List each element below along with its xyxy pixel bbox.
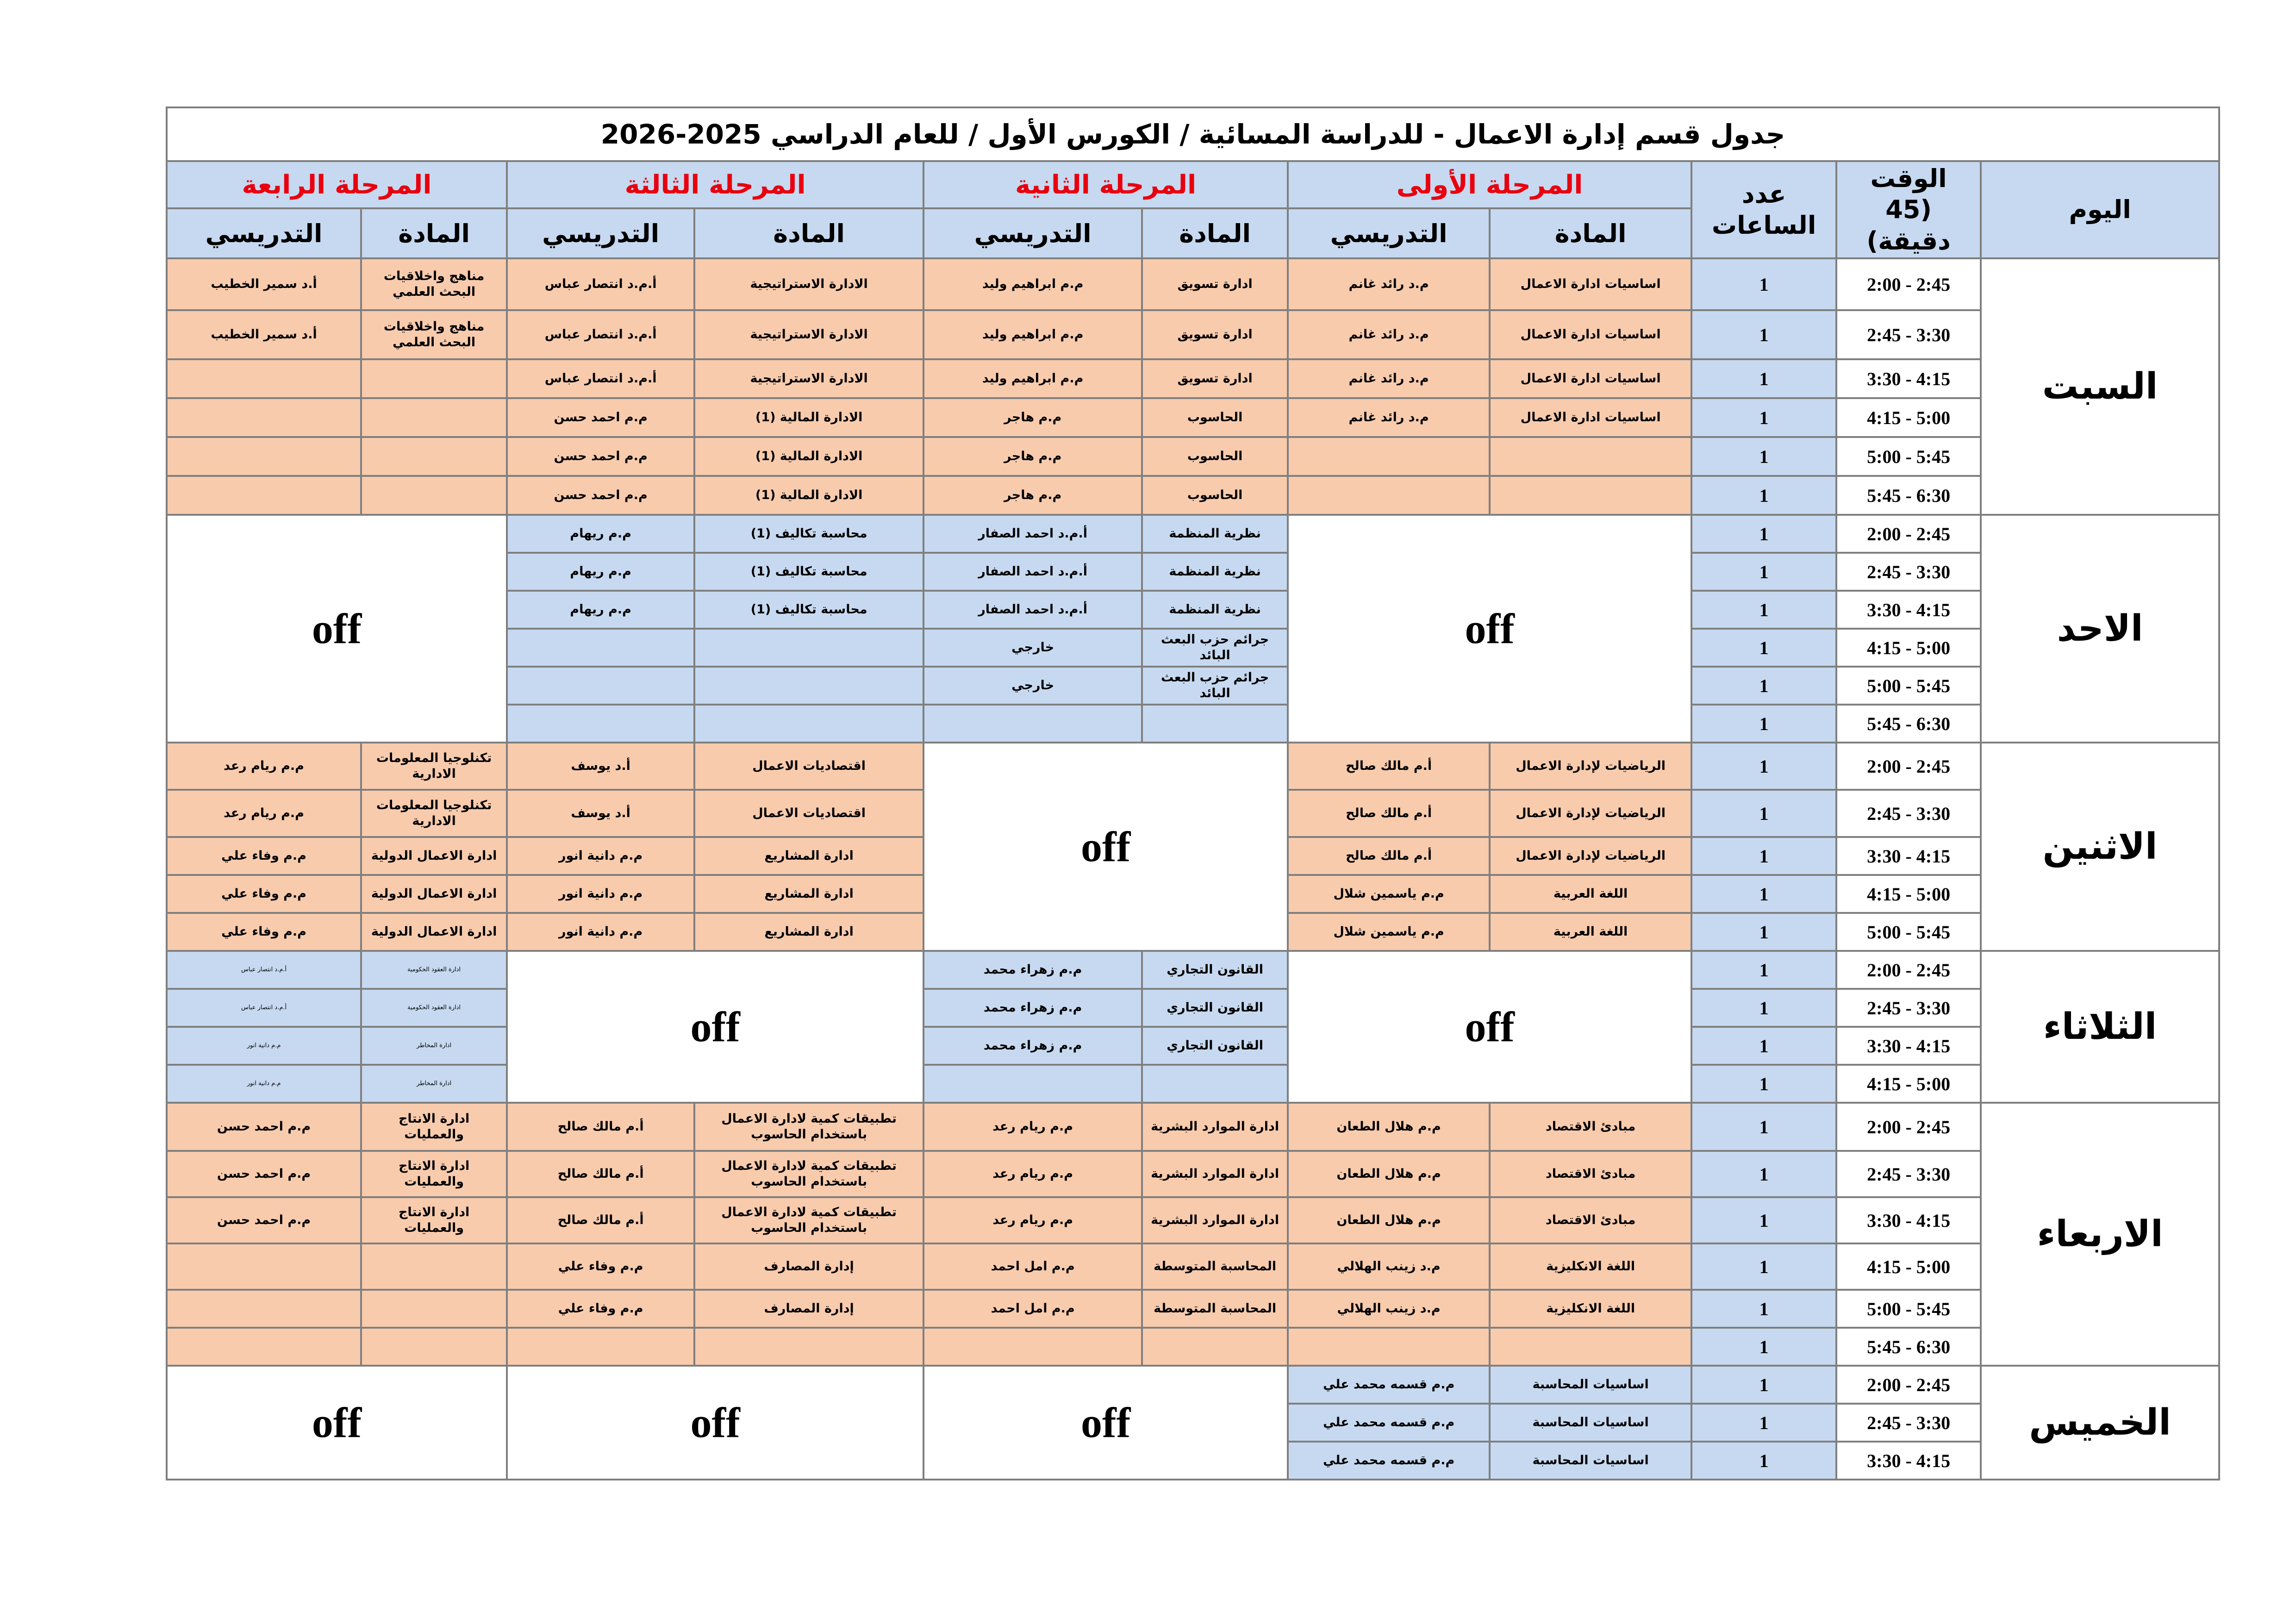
subject-cell: اللغة العربية [1490, 913, 1691, 951]
hours-count: 1 [1691, 258, 1836, 310]
subject-cell: ادارة تسويق [1142, 310, 1288, 359]
table-row [167, 1328, 2219, 1366]
teacher-cell: م.م وفاء علي [167, 875, 361, 913]
teacher-cell: م.م امل احمد [923, 1243, 1142, 1290]
teacher-cell [923, 705, 1142, 743]
time-slot: 5:45 - 6:30 [1836, 705, 1981, 743]
hours-count: 1 [1691, 1243, 1836, 1290]
header-subject: المادة [361, 208, 507, 258]
header-stage-4: المرحلة الرابعة [167, 161, 507, 208]
table-row [167, 476, 2219, 515]
teacher-cell: م.م وفاء علي [167, 837, 361, 875]
teacher-cell: أ.م.د انتصار عباس [507, 310, 694, 359]
subject-cell: تطبيقات كمية لادارة الاعمال باستخدام الحاسوب [694, 1103, 923, 1151]
teacher-cell: أ.م مالك صالح [1288, 743, 1490, 790]
subject-cell: ادارة العقود الحكومية [361, 989, 507, 1027]
teacher-cell: م.م ياسمين شلال [1288, 875, 1490, 913]
subject-cell: ادارة الانتاج والعمليات [361, 1151, 507, 1197]
teacher-cell: م.م دانية انور [507, 837, 694, 875]
subject-cell [361, 476, 507, 515]
teacher-cell: م.م امل احمد [923, 1290, 1142, 1328]
subject-cell [1490, 437, 1691, 476]
subject-cell: ادارة الانتاج والعمليات [361, 1197, 507, 1243]
time-slot: 5:00 - 5:45 [1836, 913, 1981, 951]
teacher-cell: م.م ابراهيم وليد [923, 258, 1142, 310]
header-stage-2: المرحلة الثانية [923, 161, 1288, 208]
hours-count: 1 [1691, 1442, 1836, 1480]
subject-cell: محاسبة تكاليف (1) [694, 591, 923, 629]
subject-cell: تكنلوجيا المعلومات الادارية [361, 743, 507, 790]
subject-cell: نظرية المنظمة [1142, 553, 1288, 591]
table-row [167, 1197, 2219, 1243]
teacher-cell: م.م احمد حسن [507, 476, 694, 515]
teacher-cell: خارجي [923, 629, 1142, 667]
teacher-cell [1288, 476, 1490, 515]
teacher-cell: م.م زهراء محمد [923, 989, 1142, 1027]
subject-cell: إدارة المصارف [694, 1243, 923, 1290]
time-slot: 2:45 - 3:30 [1836, 1404, 1981, 1442]
header-subject: المادة [1142, 208, 1288, 258]
hours-count: 1 [1691, 1103, 1836, 1151]
hours-count: 1 [1691, 591, 1836, 629]
table-row [167, 398, 2219, 437]
subject-cell: ادارة تسويق [1142, 359, 1288, 398]
subject-cell: ادارة الاعمال الدولية [361, 875, 507, 913]
subject-cell: الرياضيات لإدارة الاعمال [1490, 790, 1691, 837]
subject-cell: الادارة المالية (1) [694, 398, 923, 437]
hours-count: 1 [1691, 790, 1836, 837]
time-slot: 3:30 - 4:15 [1836, 591, 1981, 629]
header-hours [1691, 161, 1836, 258]
subject-cell: الادارة الاستراتيجية [694, 310, 923, 359]
day-label: الاربعاء [1981, 1103, 2219, 1366]
day-label: الثلاثاء [1981, 951, 2219, 1103]
subject-cell: ادارة تسويق [1142, 258, 1288, 310]
subject-cell: مبادئ الاقتصاد [1490, 1197, 1691, 1243]
time-slot: 2:00 - 2:45 [1836, 743, 1981, 790]
teacher-cell: م.د رائد غانم [1288, 398, 1490, 437]
hours-count: 1 [1691, 1065, 1836, 1103]
teacher-cell: أ.م.د انتصار عباس [507, 258, 694, 310]
hours-count: 1 [1691, 398, 1836, 437]
subject-cell [1490, 1328, 1691, 1366]
subject-cell: اساسيات ادارة الاعمال [1490, 310, 1691, 359]
hours-count: 1 [1691, 989, 1836, 1027]
teacher-cell: أ.م.د انتصار عباس [507, 359, 694, 398]
time-slot: 4:15 - 5:00 [1836, 629, 1981, 667]
subject-cell: الحاسوب [1142, 476, 1288, 515]
teacher-cell [1288, 1328, 1490, 1366]
hours-count: 1 [1691, 476, 1836, 515]
subject-cell [361, 398, 507, 437]
subject-cell: الرياضيات لإدارة الاعمال [1490, 743, 1691, 790]
subject-cell: ادارة المشاريع [694, 875, 923, 913]
time-slot: 2:00 - 2:45 [1836, 1103, 1981, 1151]
subject-cell: اقتصاديات الاعمال [694, 743, 923, 790]
hours-count: 1 [1691, 667, 1836, 705]
teacher-cell: أ.م مالك صالح [507, 1103, 694, 1151]
header-hours-line1: عدد [1741, 179, 1786, 209]
teacher-cell: أ.د يوسف [507, 790, 694, 837]
subject-cell: الادارة المالية (1) [694, 437, 923, 476]
subject-cell: تطبيقات كمية لادارة الاعمال باستخدام الحاسوب [694, 1151, 923, 1197]
teacher-cell: م.م ريام رعد [167, 743, 361, 790]
header-time [1836, 161, 1981, 258]
teacher-cell: م.م احمد حسن [167, 1197, 361, 1243]
subject-cell [694, 1328, 923, 1366]
time-slot: 3:30 - 4:15 [1836, 837, 1981, 875]
teacher-cell: م.م دانية انور [167, 1065, 361, 1103]
teacher-cell [167, 476, 361, 515]
table-row [167, 359, 2219, 398]
subject-cell: اساسيات المحاسبة [1490, 1366, 1691, 1404]
time-slot: 5:00 - 5:45 [1836, 1290, 1981, 1328]
teacher-cell: أ.د يوسف [507, 743, 694, 790]
subject-cell: اساسيات ادارة الاعمال [1490, 258, 1691, 310]
hours-count: 1 [1691, 1366, 1836, 1404]
hours-count: 1 [1691, 310, 1836, 359]
header-stage-3: المرحلة الثالثة [507, 161, 923, 208]
time-slot: 2:00 - 2:45 [1836, 258, 1981, 310]
time-slot: 2:45 - 3:30 [1836, 553, 1981, 591]
hours-count: 1 [1691, 1197, 1836, 1243]
hours-count: 1 [1691, 359, 1836, 398]
time-slot: 3:30 - 4:15 [1836, 1442, 1981, 1480]
subject-cell [694, 705, 923, 743]
teacher-cell: أ.د سمير الخطيب [167, 258, 361, 310]
subject-cell [1142, 1065, 1288, 1103]
off-block: off [923, 1366, 1288, 1480]
teacher-cell [507, 667, 694, 705]
hours-count: 1 [1691, 515, 1836, 553]
hours-count: 1 [1691, 1027, 1836, 1065]
subject-cell: الادارة المالية (1) [694, 476, 923, 515]
hours-count: 1 [1691, 705, 1836, 743]
time-slot: 2:45 - 3:30 [1836, 790, 1981, 837]
time-slot: 2:45 - 3:30 [1836, 989, 1981, 1027]
subject-cell [361, 1243, 507, 1290]
day-label: الاحد [1981, 515, 2219, 743]
time-slot: 4:15 - 5:00 [1836, 875, 1981, 913]
subject-cell: القانون التجاري [1142, 1027, 1288, 1065]
teacher-cell: م.م ياسمين شلال [1288, 913, 1490, 951]
off-block: off [923, 743, 1288, 951]
subject-cell: اقتصاديات الاعمال [694, 790, 923, 837]
subject-cell [361, 359, 507, 398]
teacher-cell: م.م احمد حسن [507, 437, 694, 476]
teacher-cell [507, 629, 694, 667]
subject-cell: إدارة المصارف [694, 1290, 923, 1328]
subject-cell: الادارة الاستراتيجية [694, 359, 923, 398]
table-row [167, 951, 2219, 989]
hours-count: 1 [1691, 1290, 1836, 1328]
teacher-cell: م.د زينب الهلالي [1288, 1290, 1490, 1328]
subject-cell [361, 1328, 507, 1366]
subject-cell: ادارة العقود الحكومية [361, 951, 507, 989]
teacher-cell: م.د رائد غانم [1288, 359, 1490, 398]
header-hours-line2: الساعات [1711, 211, 1816, 240]
subject-cell: الحاسوب [1142, 398, 1288, 437]
teacher-cell: م.م احمد حسن [167, 1103, 361, 1151]
subject-cell: القانون التجاري [1142, 989, 1288, 1027]
header-day: اليوم [1981, 161, 2219, 258]
subject-cell [361, 437, 507, 476]
time-slot: 3:30 - 4:15 [1836, 1197, 1981, 1243]
subject-cell: تطبيقات كمية لادارة الاعمال باستخدام الحاسوب [694, 1197, 923, 1243]
time-slot: 4:15 - 5:00 [1836, 1243, 1981, 1290]
teacher-cell [167, 398, 361, 437]
schedule-table [166, 106, 2220, 1480]
hours-count: 1 [1691, 1404, 1836, 1442]
table-row [167, 1027, 2219, 1065]
subject-cell: جرائم حزب البعث البائد [1142, 629, 1288, 667]
hours-count: 1 [1691, 553, 1836, 591]
teacher-cell: م.م هلال الطعان [1288, 1197, 1490, 1243]
table-row [167, 989, 2219, 1027]
teacher-cell: م.م احمد حسن [507, 398, 694, 437]
hours-count: 1 [1691, 913, 1836, 951]
off-block: off [167, 1366, 507, 1480]
off-block: off [1288, 951, 1691, 1103]
teacher-cell: م.م ريام رعد [923, 1197, 1142, 1243]
teacher-cell: م.م هاجر [923, 398, 1142, 437]
hours-count: 1 [1691, 875, 1836, 913]
teacher-cell: م.م ريام رعد [923, 1103, 1142, 1151]
subject-cell: جرائم حزب البعث البائد [1142, 667, 1288, 705]
teacher-cell [167, 1243, 361, 1290]
hours-count: 1 [1691, 1328, 1836, 1366]
teacher-cell: م.م هاجر [923, 437, 1142, 476]
time-slot: 5:45 - 6:30 [1836, 476, 1981, 515]
table-row [167, 1151, 2219, 1197]
subject-cell: ادارة المخاطر [361, 1027, 507, 1065]
teacher-cell: أ.م.د احمد الصفار [923, 515, 1142, 553]
table-row [167, 1243, 2219, 1290]
subject-cell: محاسبة تكاليف (1) [694, 515, 923, 553]
header-teacher: التدريسي [507, 208, 694, 258]
table-row [167, 258, 2219, 310]
teacher-cell: م.م قسمه محمد علي [1288, 1366, 1490, 1404]
teacher-cell: م.م قسمه محمد علي [1288, 1404, 1490, 1442]
schedule-sheet [166, 106, 2220, 1480]
subject-cell: اساسيات ادارة الاعمال [1490, 398, 1691, 437]
subject-cell: ادارة المشاريع [694, 913, 923, 951]
time-slot: 4:15 - 5:00 [1836, 398, 1981, 437]
teacher-cell: أ.م مالك صالح [507, 1151, 694, 1197]
time-slot: 2:00 - 2:45 [1836, 515, 1981, 553]
hours-count: 1 [1691, 437, 1836, 476]
time-slot: 2:00 - 2:45 [1836, 1366, 1981, 1404]
off-block: off [167, 515, 507, 743]
table-row [167, 1366, 2219, 1404]
teacher-cell: م.م وفاء علي [507, 1290, 694, 1328]
subject-cell: ادارة المخاطر [361, 1065, 507, 1103]
teacher-cell: م.د رائد غانم [1288, 258, 1490, 310]
hours-count: 1 [1691, 837, 1836, 875]
teacher-cell: م.م دانية انور [167, 1027, 361, 1065]
subject-cell: ادارة المشاريع [694, 837, 923, 875]
teacher-cell [1288, 437, 1490, 476]
teacher-cell: م.م احمد حسن [167, 1151, 361, 1197]
hours-count: 1 [1691, 951, 1836, 989]
subject-cell: المحاسبة المتوسطة [1142, 1243, 1288, 1290]
subject-cell: تكنلوجيا المعلومات الادارية [361, 790, 507, 837]
teacher-cell: م.م ابراهيم وليد [923, 310, 1142, 359]
header-subject: المادة [694, 208, 923, 258]
subject-cell: اللغة الانكليزية [1490, 1290, 1691, 1328]
teacher-cell [167, 359, 361, 398]
subject-cell: المحاسبة المتوسطة [1142, 1290, 1288, 1328]
teacher-cell: م.م دانية انور [507, 875, 694, 913]
table-row [167, 1065, 2219, 1103]
off-block: off [1288, 515, 1691, 743]
header-time-duration: (45 دقيقة) [1866, 195, 1951, 256]
teacher-cell: أ.م مالك صالح [507, 1197, 694, 1243]
subject-cell: ادارة الانتاج والعمليات [361, 1103, 507, 1151]
teacher-cell: أ.م.د احمد الصفار [923, 553, 1142, 591]
subject-cell: اساسيات المحاسبة [1490, 1442, 1691, 1480]
header-teacher: التدريسي [1288, 208, 1490, 258]
teacher-cell: أ.م.د انتصار عباس [167, 989, 361, 1027]
teacher-cell: م.م قسمه محمد علي [1288, 1442, 1490, 1480]
table-row [167, 515, 2219, 553]
subject-cell: نظرية المنظمة [1142, 591, 1288, 629]
time-slot: 3:30 - 4:15 [1836, 359, 1981, 398]
teacher-cell: م.م زهراء محمد [923, 1027, 1142, 1065]
subject-cell: اساسيات ادارة الاعمال [1490, 359, 1691, 398]
subject-cell: الادارة الاستراتيجية [694, 258, 923, 310]
subject-cell: القانون التجاري [1142, 951, 1288, 989]
teacher-cell [167, 1328, 361, 1366]
teacher-cell: أ.م مالك صالح [1288, 837, 1490, 875]
day-label: الخميس [1981, 1366, 2219, 1480]
off-block: off [507, 951, 923, 1103]
teacher-cell: م.م وفاء علي [507, 1243, 694, 1290]
subject-cell: اللغة الانكليزية [1490, 1243, 1691, 1290]
teacher-cell: م.م ريهام [507, 591, 694, 629]
subject-cell: مبادئ الاقتصاد [1490, 1151, 1691, 1197]
teacher-cell: م.م ريهام [507, 515, 694, 553]
subject-cell: ادارة الموارد البشرية [1142, 1197, 1288, 1243]
teacher-cell: م.م ابراهيم وليد [923, 359, 1142, 398]
day-label: السبت [1981, 258, 2219, 515]
teacher-cell [507, 1328, 694, 1366]
header-stage-1: المرحلة الأولى [1288, 161, 1691, 208]
teacher-cell: أ.م.د احمد الصفار [923, 591, 1142, 629]
subject-cell [694, 629, 923, 667]
teacher-cell: أ.م.د انتصار عباس [167, 951, 361, 989]
time-slot: 2:00 - 2:45 [1836, 951, 1981, 989]
teacher-cell: م.م زهراء محمد [923, 951, 1142, 989]
subject-cell [1490, 476, 1691, 515]
header-subject: المادة [1490, 208, 1691, 258]
teacher-cell [923, 1065, 1142, 1103]
teacher-cell: م.د زينب الهلالي [1288, 1243, 1490, 1290]
table-row [167, 1103, 2219, 1151]
header-time-label: الوقت [1870, 163, 1947, 193]
teacher-cell: م.م دانية انور [507, 913, 694, 951]
subject-cell: الحاسوب [1142, 437, 1288, 476]
table-row [167, 310, 2219, 359]
time-slot: 5:45 - 6:30 [1836, 1328, 1981, 1366]
teacher-cell [923, 1328, 1142, 1366]
teacher-cell [507, 705, 694, 743]
teacher-cell: م.م ريام رعد [923, 1151, 1142, 1197]
subject-cell [1142, 705, 1288, 743]
subject-cell: ادارة الاعمال الدولية [361, 837, 507, 875]
teacher-cell: م.د رائد غانم [1288, 310, 1490, 359]
teacher-cell: م.م هاجر [923, 476, 1142, 515]
hours-count: 1 [1691, 629, 1836, 667]
subject-cell: ادارة الموارد البشرية [1142, 1103, 1288, 1151]
time-slot: 5:00 - 5:45 [1836, 437, 1981, 476]
subject-cell: مناهج واخلاقيات البحث العلمي [361, 258, 507, 310]
teacher-cell: م.م وفاء علي [167, 913, 361, 951]
subject-cell: ادارة الاعمال الدولية [361, 913, 507, 951]
teacher-cell [167, 1290, 361, 1328]
subject-cell [694, 667, 923, 705]
teacher-cell: م.م هلال الطعان [1288, 1103, 1490, 1151]
header-teacher: التدريسي [923, 208, 1142, 258]
teacher-cell: خارجي [923, 667, 1142, 705]
subject-cell: مناهج واخلاقيات البحث العلمي [361, 310, 507, 359]
time-slot: 5:00 - 5:45 [1836, 667, 1981, 705]
time-slot: 2:45 - 3:30 [1836, 310, 1981, 359]
subject-cell: نظرية المنظمة [1142, 515, 1288, 553]
teacher-cell: أ.م مالك صالح [1288, 790, 1490, 837]
table-row [167, 743, 2219, 790]
time-slot: 4:15 - 5:00 [1836, 1065, 1981, 1103]
subject-cell: ادارة الموارد البشرية [1142, 1151, 1288, 1197]
hours-count: 1 [1691, 1151, 1836, 1197]
teacher-cell: م.م هلال الطعان [1288, 1151, 1490, 1197]
teacher-cell: أ.د سمير الخطيب [167, 310, 361, 359]
subject-cell: الرياضيات لإدارة الاعمال [1490, 837, 1691, 875]
subject-cell: اللغة العربية [1490, 875, 1691, 913]
subject-cell: مبادئ الاقتصاد [1490, 1103, 1691, 1151]
teacher-cell: م.م ريهام [507, 553, 694, 591]
off-block: off [507, 1366, 923, 1480]
subject-cell [1142, 1328, 1288, 1366]
time-slot: 3:30 - 4:15 [1836, 1027, 1981, 1065]
page-title: جدول قسم إدارة الاعمال - للدراسة المسائية / الكورس الأول / للعام الدراسي 2025-2026 [167, 107, 2219, 161]
hours-count: 1 [1691, 743, 1836, 790]
header-teacher: التدريسي [167, 208, 361, 258]
subject-cell [361, 1290, 507, 1328]
teacher-cell [167, 437, 361, 476]
day-label: الاثنين [1981, 743, 2219, 951]
table-row [167, 437, 2219, 476]
time-slot: 2:45 - 3:30 [1836, 1151, 1981, 1197]
teacher-cell: م.م ريام رعد [167, 790, 361, 837]
subject-cell: محاسبة تكاليف (1) [694, 553, 923, 591]
subject-cell: اساسيات المحاسبة [1490, 1404, 1691, 1442]
table-row [167, 1290, 2219, 1328]
